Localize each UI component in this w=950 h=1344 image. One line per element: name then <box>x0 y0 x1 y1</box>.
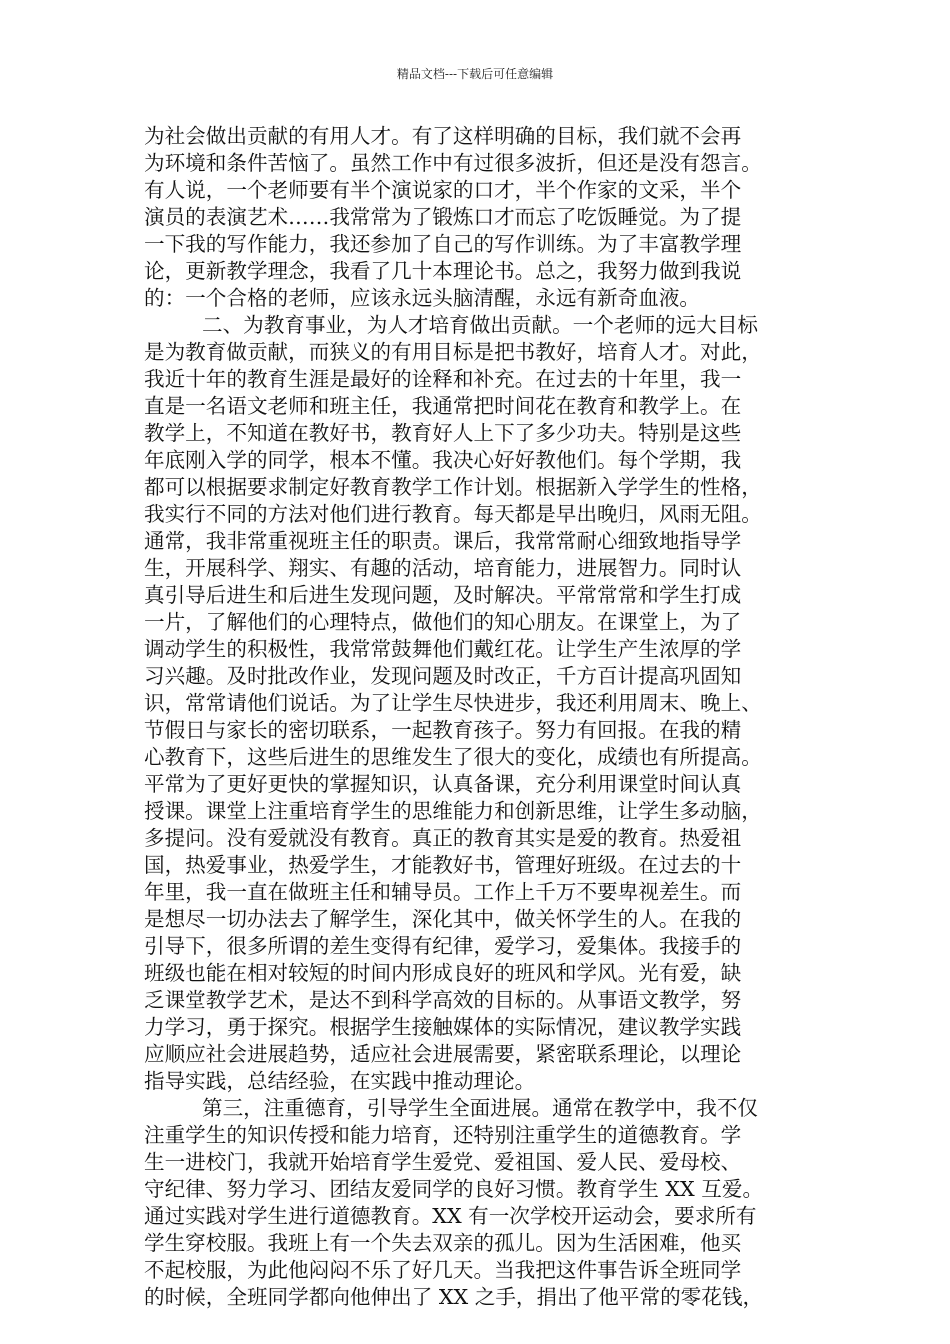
text-line: 一下我的写作能力，我还参加了自己的写作训练。为了丰富教学理 <box>144 232 742 256</box>
text-line: 生一进校门，我就开始培育学生爱党、爱祖国、爱人民、爱母校、 <box>144 1150 742 1174</box>
text-line: 学生穿校服。我班上有一个失去双亲的孤儿。因为生活困难，他买 <box>144 1231 742 1255</box>
text-line: 引导下，很多所谓的差生变得有纪律，爱学习，爱集体。我接手的 <box>144 934 742 958</box>
text-line: 年里，我一直在做班主任和辅导员。工作上千万不要卑视差生。而 <box>144 880 742 904</box>
text-line: 一片，了解他们的心理特点，做他们的知心朋友。在课堂上，为了 <box>144 610 742 634</box>
text-line: 调动学生的积极性，我常常鼓舞他们戴红花。让学生产生浓厚的学 <box>144 637 742 661</box>
text-line: 是为教育做贡献，而狭义的有用目标是把书教好，培育人才。对此， <box>144 340 762 364</box>
text-line: 我实行不同的方法对他们进行教育。每天都是早出晚归，风雨无阻。 <box>144 502 762 526</box>
text-line: 守纪律、努力学习、团结友爱同学的良好习惯。教育学生 XX 互爱。 <box>144 1177 764 1201</box>
paragraph-start-line: 二、为教育事业，为人才培育做出贡献。一个老师的远大目标 <box>202 313 759 337</box>
text-line: 通过实践对学生进行道德教育。XX 有一次学校开运动会，要求所有 <box>144 1204 757 1228</box>
text-line: 都可以根据要求制定好教育教学工作计划。根据新入学学生的性格， <box>144 475 762 499</box>
text-line: 直是一名语文老师和班主任，我通常把时间花在教育和教学上。在 <box>144 394 742 418</box>
text-line: 生，开展科学、翔实、有趣的活动，培育能力，进展智力。同时认 <box>144 556 742 580</box>
text-line: 应顺应社会进展趋势，适应社会进展需要，紧密联系理论，以理论 <box>144 1042 742 1066</box>
text-line: 心教育下，这些后进生的思维发生了很大的变化，成绩也有所提高。 <box>144 745 762 769</box>
text-line: 力学习，勇于探究。根据学生接触媒体的实际情况，建议教学实践 <box>144 1015 742 1039</box>
text-line: 真引导后进生和后进生发现问题，及时解决。平常常常和学生打成 <box>144 583 742 607</box>
text-line: 是想尽一切办法去了解学生，深化其中，做关怀学生的人。在我的 <box>144 907 742 931</box>
text-line: 国，热爱事业，热爱学生，才能教好书，管理好班级。在过去的十 <box>144 853 742 877</box>
document-body <box>144 123 810 1311</box>
text-line: 为社会做出贡献的有用人才。有了这样明确的目标，我们就不会再 <box>144 124 742 148</box>
text-line: 为环境和条件苦恼了。虽然工作中有过很多波折，但还是没有怨言。 <box>144 151 762 175</box>
text-line: 班级也能在相对较短的时间内形成良好的班风和学风。光有爱，缺 <box>144 961 742 985</box>
text-line: 乏课堂教学艺术，是达不到科学高效的目标的。从事语文教学，努 <box>144 988 742 1012</box>
text-line: 演员的表演艺术……我常常为了锻炼口才而忘了吃饭睡觉。为了提 <box>144 205 742 229</box>
text-line: 平常为了更好更快的掌握知识，认真备课，充分利用课堂时间认真 <box>144 772 742 796</box>
text-line: 识，常常请他们说话。为了让学生尽快进步，我还利用周末、晚上、 <box>144 691 762 715</box>
text-line: 论，更新教学理念，我看了几十本理论书。总之，我努力做到我说 <box>144 259 742 283</box>
text-line: 多提问。没有爱就没有教育。真正的教育其实是爱的教育。热爱祖 <box>144 826 742 850</box>
text-line: 教学上，不知道在教好书，教育好人上下了多少功夫。特别是这些 <box>144 421 742 445</box>
text-line: 我近十年的教育生涯是最好的诠释和补充。在过去的十年里，我一 <box>144 367 742 391</box>
paragraph-start-line: 第三，注重德育，引导学生全面进展。通常在教学中，我不仅 <box>202 1096 759 1120</box>
text-line: 的时候，全班同学都向他伸出了 XX 之手，捐出了他平常的零花钱， <box>144 1285 764 1309</box>
text-line: 不起校服，为此他闷闷不乐了好几天。当我把这件事告诉全班同学 <box>144 1258 742 1282</box>
text-line: 年底刚入学的同学，根本不懂。我决心好好教他们。每个学期，我 <box>144 448 742 472</box>
text-line: 节假日与家长的密切联系，一起教育孩子。努力有回报。在我的精 <box>144 718 742 742</box>
text-line: 注重学生的知识传授和能力培育，还特别注重学生的道德教育。学 <box>144 1123 742 1147</box>
text-line: 授课。课堂上注重培育学生的思维能力和创新思维，让学生多动脑， <box>144 799 762 823</box>
text-line: 习兴趣。及时批改作业，发现问题及时改正，千方百计提高巩固知 <box>144 664 742 688</box>
text-line: 有人说，一个老师要有半个演说家的口才，半个作家的文采，半个 <box>144 178 742 202</box>
text-line: 的：一个合格的老师，应该永远头脑清醒，永远有新奇血液。 <box>144 286 701 310</box>
page-header: 精品文档---下载后可任意编辑 <box>396 67 554 81</box>
text-line: 通常，我非常重视班主任的职责。课后，我常常耐心细致地指导学 <box>144 529 742 553</box>
text-line: 指导实践，总结经验，在实践中推动理论。 <box>144 1069 536 1093</box>
